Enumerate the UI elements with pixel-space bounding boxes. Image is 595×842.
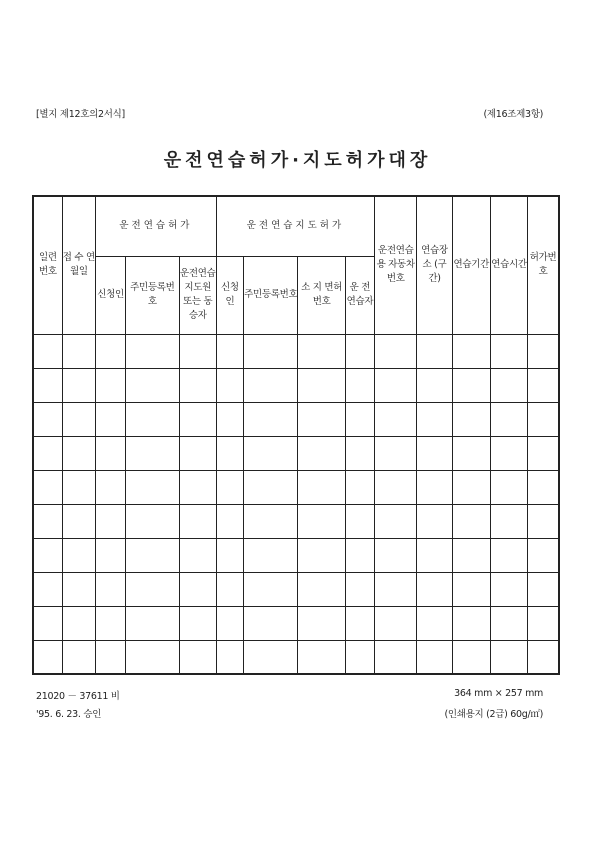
form-id: [별지 제12호의2서식] [36,109,125,120]
table-cell [33,538,62,572]
table-cell [375,504,417,538]
table-cell [452,402,490,436]
table-cell [298,436,345,470]
table-cell [417,334,452,368]
table-cell [62,572,95,606]
table-cell [126,470,179,504]
table-cell [490,402,527,436]
table-cell [62,470,95,504]
table-cell [179,334,216,368]
table-cell [95,368,125,402]
table-cell [490,368,527,402]
table-cell [179,504,216,538]
table-cell [62,640,95,674]
table-cell [375,334,417,368]
table-cell [179,436,216,470]
table-cell [126,606,179,640]
table-cell [345,572,374,606]
table-cell [95,334,125,368]
table-row [33,640,559,674]
table-cell [375,606,417,640]
table-cell [244,606,298,640]
table-cell [244,368,298,402]
table-cell [490,572,527,606]
table-cell [490,538,527,572]
table-cell [528,470,559,504]
table-cell [345,504,374,538]
table-cell [452,436,490,470]
table-cell [375,402,417,436]
table-cell [179,606,216,640]
table-cell [62,402,95,436]
table-cell [298,606,345,640]
table-cell [244,470,298,504]
header-period: 연습기간 [452,196,490,334]
table-cell [452,334,490,368]
table-cell [33,606,62,640]
table-cell [244,572,298,606]
table-cell [126,572,179,606]
table-cell [298,572,345,606]
header-receipt-date: 접 수 연월일 [62,196,95,334]
article-reference: (제16조제3항) [483,109,543,120]
table-cell [216,334,243,368]
table-cell [417,436,452,470]
table-cell [417,538,452,572]
table-cell [62,334,95,368]
header-guidance-license-no: 소 지 면허번호 [298,256,345,334]
table-cell [216,640,243,674]
table-cell [452,606,490,640]
table-cell [95,572,125,606]
table-cell [345,538,374,572]
table-cell [33,436,62,470]
table-cell [490,606,527,640]
form-code: 21020 － 37611 비 [36,691,120,702]
table-cell [375,538,417,572]
table-cell [216,402,243,436]
table-cell [417,640,452,674]
table-cell [216,470,243,504]
header-group-practice: 운전연습허가 [95,196,216,256]
table-cell [33,504,62,538]
table-cell [528,436,559,470]
table-cell [216,504,243,538]
table-cell [490,436,527,470]
header-vehicle-no: 운전연습용 자동차번호 [375,196,417,334]
table-cell [345,402,374,436]
table-row [33,606,559,640]
header-location: 연습장소 (구간) [417,196,452,334]
table-cell [490,640,527,674]
table-cell [216,538,243,572]
table-cell [345,640,374,674]
table-cell [528,606,559,640]
table-cell [345,470,374,504]
table-cell [62,504,95,538]
header-practice-applicant: 신청인 [95,256,125,334]
table-cell [95,402,125,436]
register-table [32,195,560,675]
table-cell [216,368,243,402]
table-cell [417,504,452,538]
table-cell [33,470,62,504]
approval-date: '95. 6. 23. 승인 [36,709,102,720]
table-cell [179,538,216,572]
table-cell [417,572,452,606]
header-serial: 일련 번호 [33,196,62,334]
table-cell [528,402,559,436]
header-guidance-resident-no: 주민등록번호 [244,256,298,334]
table-cell [179,470,216,504]
table-cell [179,368,216,402]
table-cell [216,436,243,470]
table-cell [528,572,559,606]
table-cell [298,470,345,504]
table-row [33,368,559,402]
table-cell [244,640,298,674]
table-cell [216,606,243,640]
table-cell [244,402,298,436]
header-time: 연습시간 [490,196,527,334]
table-cell [298,640,345,674]
table-row [33,402,559,436]
table-cell [62,368,95,402]
table-cell [33,368,62,402]
table-cell [417,470,452,504]
table-cell [298,402,345,436]
table-cell [216,572,243,606]
header-permit-no: 허가번호 [528,196,559,334]
table-cell [179,640,216,674]
table-cell [126,334,179,368]
table-cell [33,572,62,606]
table-cell [345,368,374,402]
table-cell [490,334,527,368]
table-cell [528,504,559,538]
table-cell [298,334,345,368]
table-row [33,470,559,504]
table-cell [126,402,179,436]
table-cell [62,538,95,572]
table-cell [417,606,452,640]
table-cell [375,470,417,504]
table-cell [33,334,62,368]
table-cell [126,368,179,402]
paper-size: 364 mm × 257 mm [454,688,543,699]
page-title: 운전연습허가·지도허가대장 [163,150,432,171]
header-row-1 [33,196,559,256]
table-cell [95,606,125,640]
table-cell [375,640,417,674]
table-cell [345,606,374,640]
table-row [33,436,559,470]
table-cell [345,436,374,470]
table-cell [33,640,62,674]
header-practice-instructor: 운전연습 지도원 또는 동승자 [179,256,216,334]
table-cell [490,504,527,538]
table-cell [375,436,417,470]
table-cell [126,640,179,674]
table-cell [417,402,452,436]
table-cell [95,470,125,504]
table-cell [244,538,298,572]
table-cell [126,538,179,572]
table-cell [298,368,345,402]
table-cell [244,436,298,470]
table-cell [33,402,62,436]
table-row [33,572,559,606]
table-cell [528,640,559,674]
table-row [33,538,559,572]
table-cell [298,504,345,538]
table-cell [62,436,95,470]
table-cell [375,368,417,402]
table-cell [417,368,452,402]
table-cell [179,572,216,606]
header-group-guidance: 운전연습지도허가 [216,196,374,256]
table-row [33,334,559,368]
table-cell [345,334,374,368]
header-guidance-learner: 운 전 연습자 [345,256,374,334]
paper-spec: (인쇄용지 (2급) 60g/㎡) [444,709,543,720]
table-cell [375,572,417,606]
table-cell [62,606,95,640]
table-cell [528,368,559,402]
table-cell [95,504,125,538]
table-cell [528,334,559,368]
table-cell [452,470,490,504]
table-cell [95,640,125,674]
table-cell [244,504,298,538]
table-cell [452,640,490,674]
header-practice-resident-no: 주민등록번호 [126,256,179,334]
table-row [33,504,559,538]
table-cell [452,572,490,606]
table-cell [179,402,216,436]
table-cell [490,470,527,504]
table-cell [452,368,490,402]
table-cell [244,334,298,368]
header-guidance-applicant: 신청인 [216,256,243,334]
table-cell [452,538,490,572]
table-cell [126,436,179,470]
table-cell [452,504,490,538]
table-cell [126,504,179,538]
table-cell [298,538,345,572]
table-cell [95,436,125,470]
table-cell [95,538,125,572]
table-cell [528,538,559,572]
